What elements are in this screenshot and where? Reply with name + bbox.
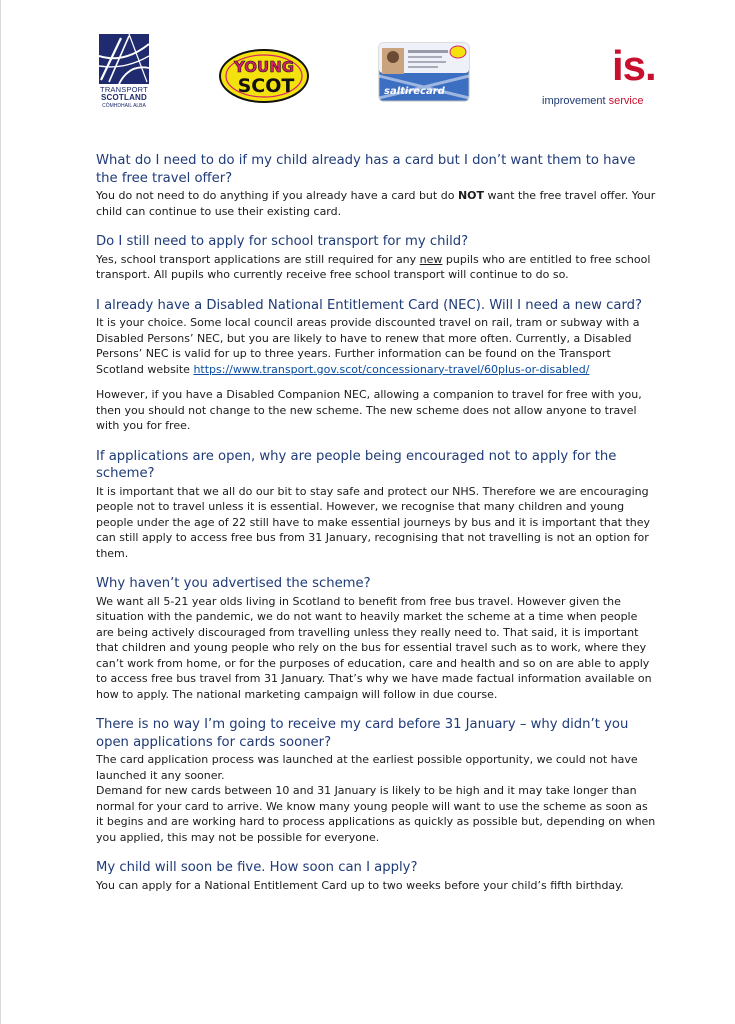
saltire-card-icon (378, 42, 470, 102)
faq-heading: If applications are open, why are people being encouraged not to apply for the scheme? (96, 448, 617, 481)
transport-scotland-name: TRANSPORT SCOTLAND (100, 85, 148, 102)
faq-answer: You do not need to do anything if you already have a card but do NOT want the free travel offer. Your child can continue to use their existing card. (96, 189, 656, 218)
faq-section-applications-open (96, 448, 656, 562)
faq-section-card-timing (96, 716, 656, 845)
emphasis-not: NOT (457, 189, 484, 202)
faq-answer: It is important that we all do our bit to stay safe and protect our NHS. Therefore we are encouraging people not to travel unless it is essential. However, we recognise that many children and young people under the age of 22 still have to make essential journeys by bus and it is important that they can still apply to access free bus from 31 January, recognising that not travelling is not an option for them. (96, 484, 651, 560)
saltire-card-logo (378, 42, 470, 102)
faq-section-existing-card (96, 152, 656, 219)
faq-section-school-transport (96, 233, 656, 283)
improvement-service-logo (540, 40, 660, 110)
faq-heading: My child will soon be five. How soon can I apply? (96, 860, 418, 875)
transport-scotland-link[interactable]: https://www.transport.gov.scot/concessionary-travel/60plus-or-disabled/ (193, 362, 590, 376)
transport-scotland-gaelic: CÒMHDHAIL ALBA (102, 103, 146, 109)
faq-content (96, 152, 656, 907)
faq-heading: Do I still need to apply for school transport for my child? (96, 234, 469, 249)
faq-answer-continued: However, if you have a Disabled Companion NEC, allowing a companion to travel for free with you, then you should not change to the new scheme. The new scheme does not allow anyone to travel with you for free. (96, 388, 642, 432)
faq-section-age-five (96, 859, 656, 893)
saltire-card-label: saltirecard (384, 86, 445, 97)
faq-answer: You can apply for a National Entitlement Card up to two weeks before your child’s fifth birthday. (96, 878, 624, 892)
improvement-service-name: improvement service (542, 95, 644, 107)
faq-heading: Why haven’t you advertised the scheme? (96, 576, 371, 591)
faq-answer-continued: Demand for new cards between 10 and 31 January is likely to be high and it may take longer than normal for your card to arrive. We know many young people will want to use the scheme as soon as it begins and are working hard to process applications as quickly as possible but, depending on when you applied, this may not be possible for everyone. (96, 784, 656, 844)
transport-scotland-icon (99, 34, 149, 84)
young-scot-word2: SCOT (237, 75, 295, 97)
faq-heading: What do I need to do if my child already has a card but I don’t want them to have the free travel offer? (96, 153, 636, 186)
transport-scotland-logo (96, 34, 152, 109)
faq-answer: We want all 5-21 year olds living in Scotland to benefit from free bus travel. However given the situation with the pandemic, we do not want to heavily market the scheme at a time when people are being actively discouraged from travelling unless they really need to. That said, it is important that children and young people who rely on the bus for essential travel such as to work, where they can’t work from home, or for the purposes of education, care and health and so on are able to apply to access free bus travel from 31 January. That’s why we have made factual information available on how to apply. The national marketing campaign will follow in due course. (96, 594, 652, 701)
faq-heading: I already have a Disabled National Entitlement Card (NEC). Will I need a new card? (96, 297, 643, 313)
young-scot-icon (218, 48, 310, 104)
logo-header (0, 32, 735, 122)
faq-section-advertising (96, 575, 656, 702)
faq-answer: Yes, school transport applications are still required for any new pupils who are entitled to free school transport. All pupils who currently receive free school transport will continue to do so. (96, 252, 651, 281)
faq-answer: It is your choice. Some local council areas provide discounted travel on rail, tram or subway with a Disabled Persons’ NEC, but you are likely to have to renew that more often. Currently, a Disabled Persons’ NEC is valid for up to three years. Further information can be found on the Transport Scotland website https://www.transport.gov.scot/concessionary-travel/60plus-or-disabled/ (96, 316, 640, 376)
faq-answer: The card application process was launched at the earliest possible opportunity, we could not have launched it any sooner. (96, 753, 638, 782)
faq-section-disabled-nec (96, 297, 656, 434)
emphasis-new: new (419, 252, 443, 266)
improvement-service-mark: is. (612, 42, 656, 89)
young-scot-word1: YOUNG (233, 58, 295, 76)
faq-heading: There is no way I’m going to receive my card before 31 January – why didn’t you open applications for cards sooner? (96, 717, 629, 750)
young-scot-logo (218, 48, 310, 104)
